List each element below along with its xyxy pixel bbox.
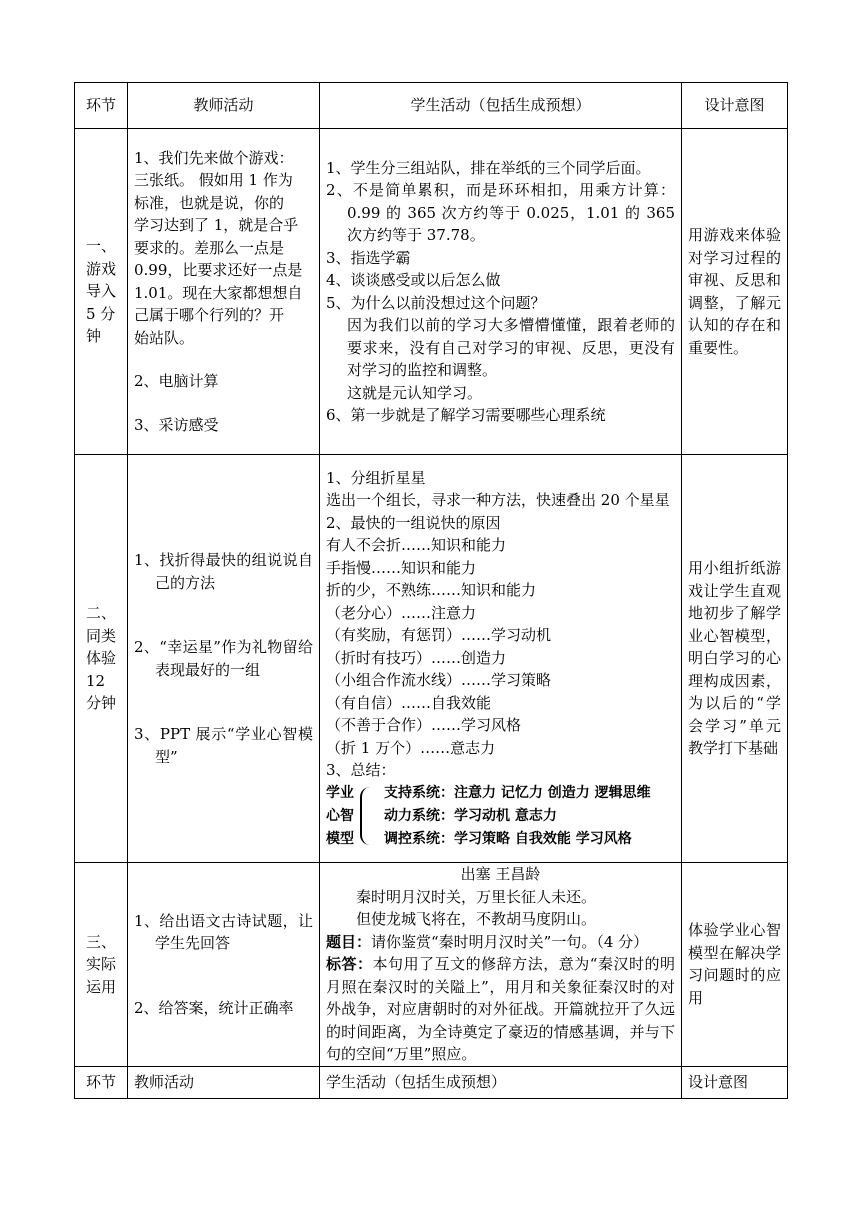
teacher-activity-cell: 1、找折得最快的组说说自己的方法 2、“幸运星”作为礼物留给表现最好的一组 3、PPT 展示“学业心智模型” bbox=[128, 455, 320, 863]
stage-label: 三、 实际 运用 bbox=[85, 932, 116, 996]
header-student: 学生活动（包括生成预想） bbox=[320, 83, 682, 129]
stage-label: 二、 同类 体验 12 分钟 bbox=[85, 604, 116, 713]
footer-student: 学生活动（包括生成预想） bbox=[320, 1066, 682, 1098]
footer-design: 设计意图 bbox=[682, 1066, 788, 1098]
brace-icon bbox=[360, 787, 376, 845]
teacher-activity-cell: 1、给出语文古诗试题，让学生先回答 2、给答案，统计正确率 bbox=[128, 863, 320, 1067]
poem-line: 但使龙城飞将在，不教胡马度阴山。 bbox=[356, 910, 597, 928]
stage-cell bbox=[75, 455, 128, 863]
poem-line: 秦时明月汉时关，万里长征人未还。 bbox=[356, 887, 597, 906]
stage-label: 一、 游戏 导入 5 分 钟 bbox=[85, 237, 116, 346]
row-similar-experience bbox=[75, 455, 788, 863]
mind-model-systems: 支持系统：注意力 记忆力 创造力 逻辑思维 动力系统：学习动机 意志力 调控系统：学习策略 自我效能 学习风格 bbox=[384, 784, 651, 847]
mind-model-label: 学业 心智 模型 bbox=[326, 784, 354, 847]
student-activity-cell: 1、分组折星星 选出一个组长，寻求一种方法，快速叠出 20 个星星 2、最快的一组说快的原因 有人不会折……知识和能力 手指慢……知识和能力 折的少，不熟练……知识和能力 （老分心）……注意力 （有奖励，有惩罚）……学习动机 （折时有技巧）……创造力 （小组合作流水线）……学习策略 （有自信）……自我效能 （不善于合作）……学习风格 （折 1 万个）……意志力 3、总结： 学业 心智 模型 支持系统：注意力 记忆力 创造力 逻辑思维 动力系统：学习动机 意志力 调控系统：学习策略 自我效能 学习风格 bbox=[320, 455, 682, 863]
header-row bbox=[75, 83, 788, 129]
stage-cell bbox=[75, 129, 128, 455]
question: 题目：请你鉴赏“秦时明月汉时关”一句。（4 分） bbox=[326, 932, 649, 951]
mind-model-diagram bbox=[326, 782, 675, 851]
footer-teacher: 教师活动 bbox=[128, 1066, 320, 1098]
header-teacher: 教师活动 bbox=[128, 83, 320, 129]
row-practical-use bbox=[75, 863, 788, 1067]
design-intent-cell: 用游戏来体验对学习过程的审视、反思和调整，了解元认知的存在和重要性。 bbox=[682, 129, 788, 455]
answer: 标答：本句用了互文的修辞方法，意为“秦汉时的明月照在秦汉时的关隘上”，用月和关象征秦汉时的对外战争，对应唐朝时的对外征战。开篇就拉开了久远的时间距离，为全诗奠定了豪迈的情感基调，并与下句的空间“万里”照应。 bbox=[326, 955, 675, 1063]
design-intent-cell: 体验学业心智模型在解决学习问题时的应用 bbox=[682, 863, 788, 1067]
header-design: 设计意图 bbox=[682, 83, 788, 129]
teacher-activity-cell: 1、我们先来做个游戏： 三张纸。 假如用 1 作为 标准，也就是说，你的 学习达到了 1，就是合乎 要求的。差那么一点是 0.99，比要求还好一点是 1.01。现在大家都想想自 己属于哪个行列的？开 始站队。 2、电脑计算 3、采访感受 bbox=[128, 129, 320, 455]
lesson-plan-table bbox=[74, 82, 788, 1099]
student-activity-cell bbox=[320, 863, 682, 1067]
footer-row bbox=[75, 1066, 788, 1098]
row-game-intro bbox=[75, 129, 788, 455]
stage-cell bbox=[75, 863, 128, 1067]
poem-title: 出塞 王昌龄 bbox=[460, 865, 541, 883]
student-activity-cell: 1、学生分三组站队，排在举纸的三个同学后面。 2、不是简单累积，而是环环相扣，用乘方计算：0.99 的 365 次方约等于 0.025，1.01 的 365 次方约等于 37.78。 3、指选学霸 4、谈谈感受或以后怎么做 5、为什么以前没想过这个问题？ 因为我们以前的学习大多懵懵懂懂，跟着老师的要求来，没有自己对学习的审视、反思，更没有对学习的监控和调整。 这就是元认知学习。 6、第一步就是了解学习需要哪些心理系统 bbox=[320, 129, 682, 455]
footer-stage: 环节 bbox=[75, 1066, 128, 1098]
header-stage: 环节 bbox=[75, 83, 128, 129]
design-intent-cell: 用小组折纸游戏让学生直观地初步了解学业心智模型，明白学习的心理构成因素，为以后的“学会学习”单元教学打下基础 bbox=[682, 455, 788, 863]
